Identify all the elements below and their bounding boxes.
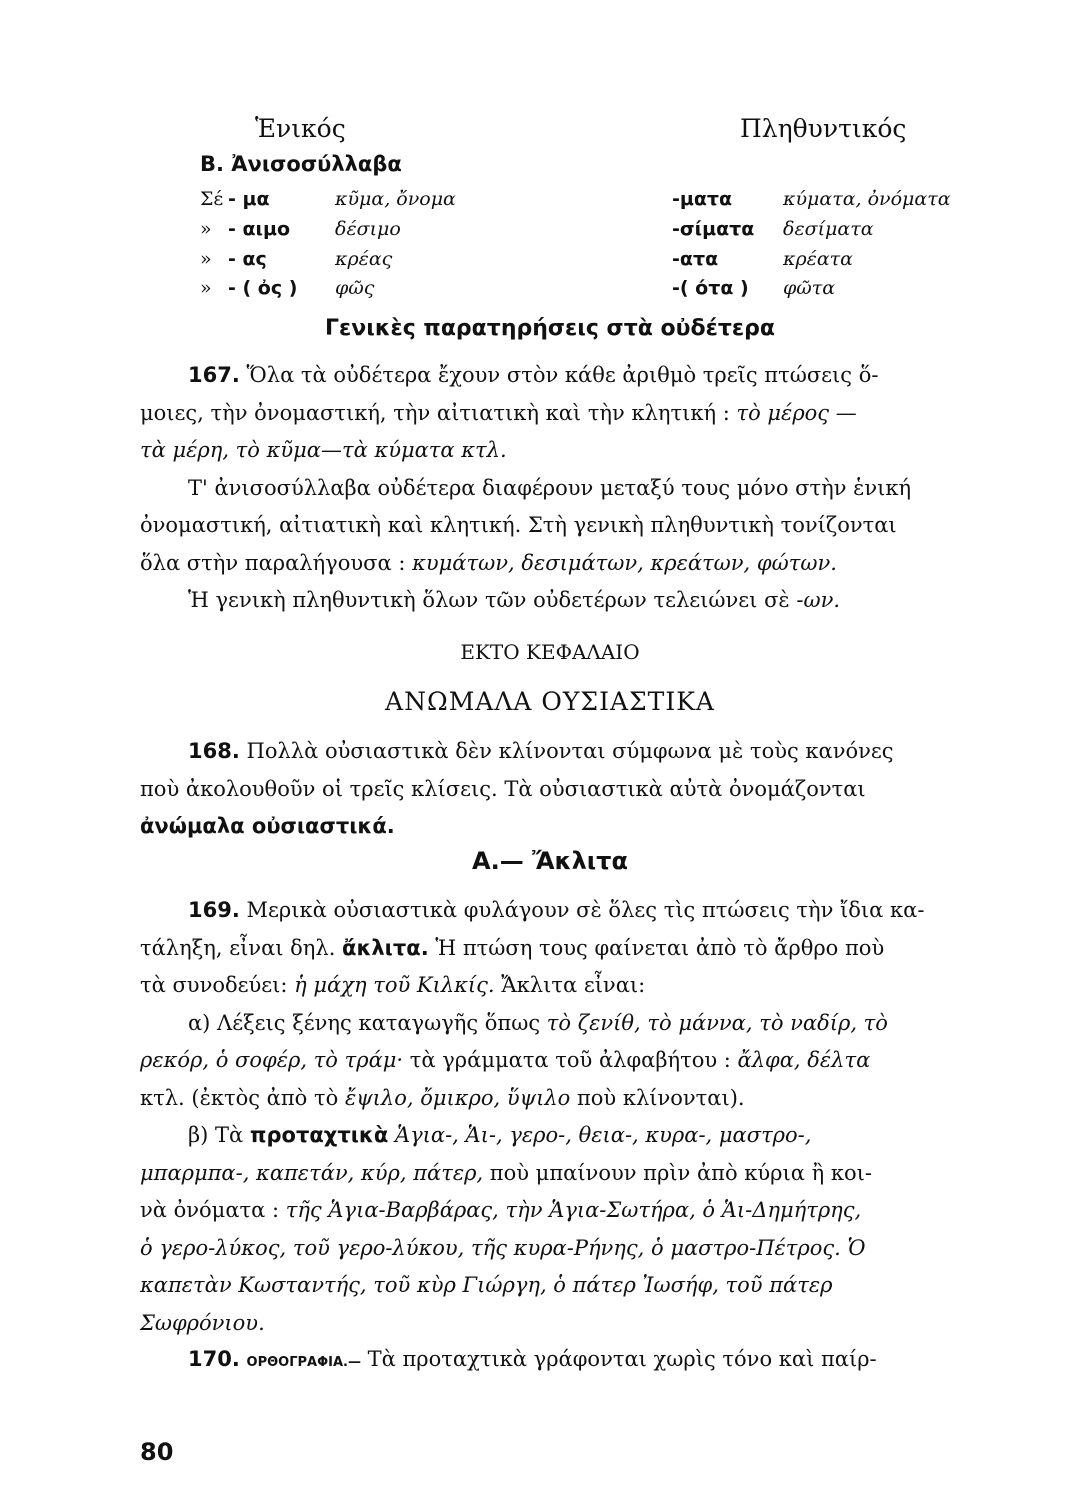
text-line [140,357,960,395]
bold-run: προταχτικὰ [249,1123,389,1147]
text-run: β) Τὰ [188,1123,250,1147]
text-run: μοιες, τὴν ὀνομαστική, τὴν αἰτιατικὴ καὶ τὴν κλητική : [140,400,737,425]
singular-column-header: Ἑνικός [255,114,346,143]
plural-examples: δεσίματα [783,218,874,240]
plural-column-header: Πληθυντικός [740,114,907,143]
row-lead: » [200,277,212,299]
text-run: νὰ ὀνόματα : [140,1198,286,1222]
example-run: ρεκόρ, ὁ σοφέρ, τὸ τράμ· [140,1048,404,1072]
general-observations-heading: Γενικὲς παρατηρήσεις στὰ οὐδέτερα [325,316,775,341]
text-run: Τὰ προταχτικὰ γράφονται χωρὶς τόνο καὶ παίρ- [360,1347,877,1371]
chapter-title: ΑΝΩΜΑΛΑ ΟΥΣΙΑΣΤΙΚΑ [385,687,715,716]
text-line: ὀνομαστική, αἰτιατικὴ καὶ κλητική. Στὴ γενικὴ πληθυντικὴ τονίζονται [140,513,897,537]
text-line [140,1155,960,1193]
plural-examples: κρέατα [783,248,853,270]
page-number: 80 [140,1438,174,1466]
text-run: ὅλα στὴν παραλήγουσα : [140,550,413,575]
text-run: τάληξη, εἶναι δηλ. [140,935,343,960]
section-a-heading: Α.— Ἄκλιτα [472,847,628,875]
plural-ending: -( ότα ) [672,277,749,299]
example-run: Ἁγια-, Ἁι-, γερο-, θεια-, κυρα-, μαστρο-, [388,1123,812,1147]
text-run: Ἡ πτώση τους φαίνεται ἀπὸ τὸ ἄρθρο ποὺ [428,935,885,960]
paragraph-168 [140,733,960,846]
text-line [140,892,960,930]
plural-ending: -σίματα [672,218,755,240]
text-run: τὰ συνοδεύει: [140,973,295,997]
text-line [140,545,960,583]
text-line: ἀνώμαλα οὐσιαστικά. [140,814,395,838]
paragraph-169 [140,892,960,1342]
text-line [140,1192,960,1230]
text-line: Τ' ἀνισοσύλλαβα οὐδέτερα διαφέρουν μεταξύ τους μόνο στὴν ἑνική [188,475,912,500]
example-run: ἄλφα, δέλτα [737,1048,871,1072]
paragraph-number: 167. [188,363,240,387]
text-line [140,1117,960,1155]
singular-ending: - ( ὀς ) [228,277,298,299]
text-run: κτλ. (ἐκτὸς ἀπὸ τὸ [140,1085,345,1110]
paragraph-170 [140,1341,960,1382]
example-run: -ων. [796,588,841,612]
row-lead: Σέ [200,188,224,210]
text-run: τὰ γράμματα τοῦ ἀλφαβήτου : [403,1048,738,1072]
text-line: ποὺ ἀκολουθοῦν οἱ τρεῖς κλίσεις. Τὰ οὐσιαστικὰ αὐτὰ ὀνομάζονται [140,776,866,801]
text-run: Μερικὰ οὐσιαστικὰ φυλάγουν σὲ ὅλες τὶς πτώσεις τὴν ἴδια κα- [246,898,925,922]
row-lead: » [200,248,212,270]
example-run: τὸ ζενίθ, τὸ μάννα, τὸ ναδίρ, τὸ [546,1010,888,1035]
orthography-label: ΟΡΘΟΓΡΑΦΙΑ.— [246,1355,361,1370]
example-run: μπαρμπα-, καπετάν, κύρ, πάτερ, [140,1160,484,1185]
bold-run: ἄκλιτα. [342,935,429,960]
paragraph-number: 170. [188,1347,240,1371]
example-run: τῆς Ἁγια-Βαρβάρας, τὴν Ἁγια-Σωτήρα, ὁ Ἁι-Δημήτρης, [285,1198,862,1222]
text-line: καπετὰν Κωσταντής, τοῦ κὺρ Γιώργη, ὁ πάτερ Ἰωσήφ, τοῦ πάτερ [140,1273,833,1297]
text-line [140,967,960,1005]
text-run: α) Λέξεις ξένης καταγωγῆς ὅπως [188,1010,547,1035]
example-run: τὸ μέρος — [736,400,857,425]
text-line [140,733,960,771]
text-run: Ἡ γενικὴ πληθυντικὴ ὅλων τῶν οὐδετέρων τελειώνει σὲ [188,588,797,612]
paragraph-number: 168. [188,739,240,763]
paragraph-number: 169. [188,898,240,922]
plural-ending: -ατα [672,248,719,270]
singular-ending: - αιμο [228,218,290,240]
text-run: ποὺ κλίνονται). [570,1085,745,1110]
plural-examples: κύματα, ὀνόματα [783,188,951,210]
singular-examples: δέσιμο [335,218,401,240]
text-line: τὰ μέρη, τὸ κῦμα—τὰ κύματα κτλ. [140,438,507,462]
text-line [140,1042,960,1080]
text-line: Σωφρόνιου. [140,1310,265,1335]
example-run: ἡ μάχη τοῦ Κιλκίς. [294,973,495,997]
singular-ending: - ας [228,248,267,270]
singular-examples: κρέας [335,248,393,270]
section-b-heading: Β. Ἀνισοσύλλαβα [200,152,402,176]
text-run: ποὺ μπαίνουν πρὶν ἀπὸ κύρια ἢ κοι- [483,1160,872,1185]
singular-examples: κῦμα, ὄνομα [335,188,456,210]
example-run: ἔψιλο, ὄμικρο, ὕψιλο [344,1085,571,1110]
chapter-label: ΕΚΤΟ ΚΕΦΑΛΑΙΟ [460,640,640,664]
text-line [140,930,960,968]
singular-examples: φῶς [335,277,375,299]
text-line [140,1080,960,1118]
text-line [140,1005,960,1043]
text-line: ὁ γερο-λύκος, τοῦ γερο-λύκου, τῆς κυρα-Ρήνης, ὁ μαστρο-Πέτρος. Ὁ [140,1235,866,1260]
text-line [140,1341,960,1382]
text-run: Ἄκλιτα εἶναι: [494,973,646,997]
plural-ending: -ματα [672,188,733,210]
paragraph-167 [140,357,960,620]
example-run: κυμάτων, δεσιμάτων, κρεάτων, φώτων. [412,550,837,575]
row-lead: » [200,218,212,240]
text-line [140,395,960,433]
text-run: Ὅλα τὰ οὐδέτερα ἔχουν στὸν κάθε ἀριθμὸ τρεῖς πτώσεις ὅ- [246,363,879,387]
text-line [140,582,960,620]
singular-ending: - μα [228,188,270,210]
plural-examples: φῶτα [783,277,836,299]
text-run: Πολλὰ οὐσιαστικὰ δὲν κλίνονται σύμφωνα μὲ τοὺς κανόνες [246,739,894,763]
